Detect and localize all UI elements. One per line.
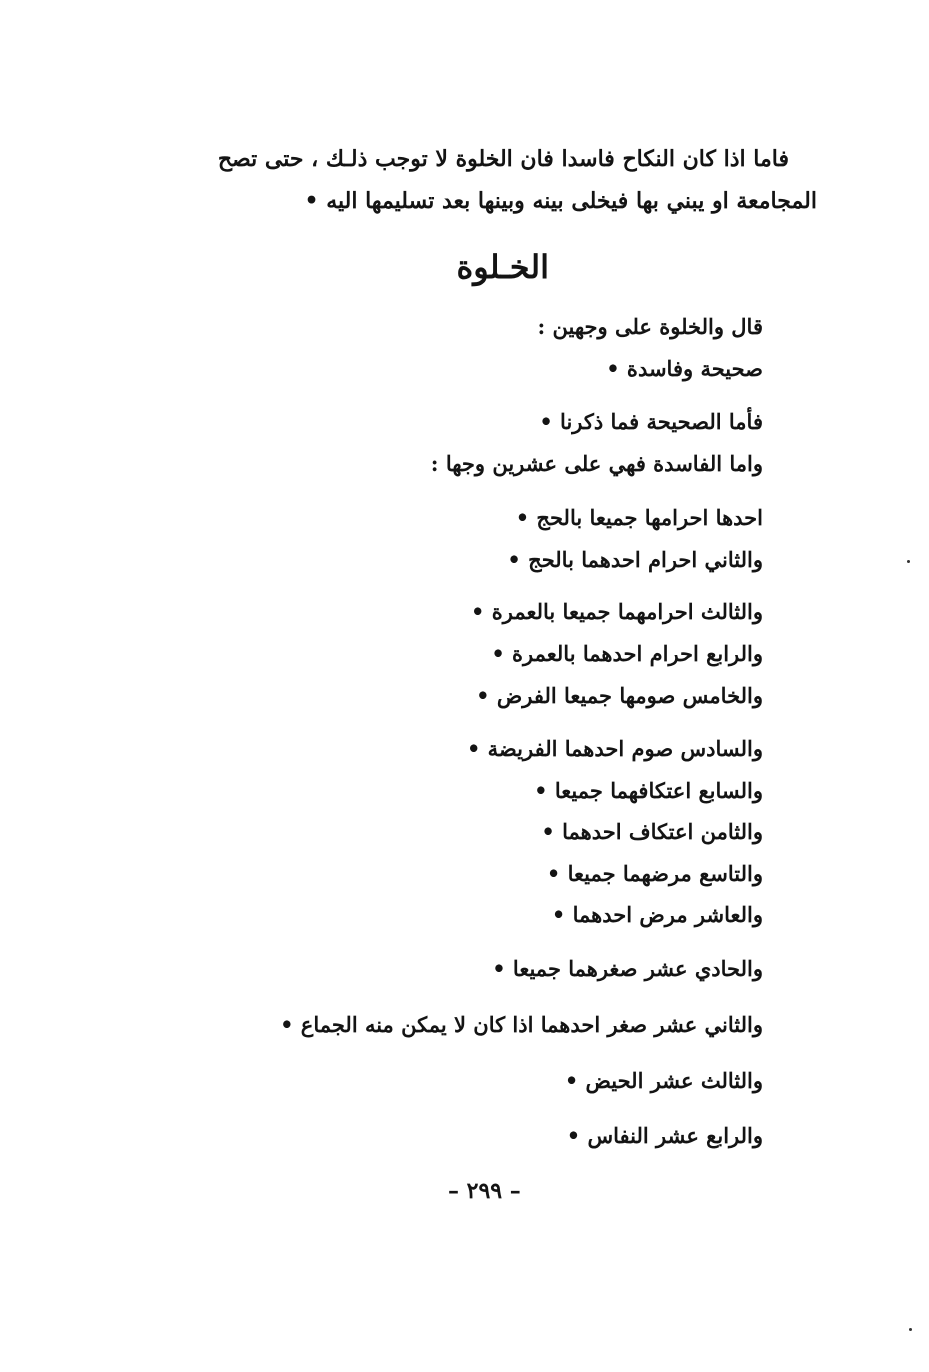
- body-line: والتاسع مرضهما جميعا •: [546, 861, 763, 886]
- page-number: – ٢٩٩ –: [448, 1178, 521, 1204]
- body-line: والخامس صومها جميعا الفرض •: [476, 683, 763, 708]
- body-line: والثامن اعتكاف احدهما •: [541, 819, 763, 844]
- body-line: والسابع اعتكافهما جميعا •: [534, 778, 763, 803]
- intro-line-2: المجامعة او يبني بها فيخلى بينه وبينها بعد تسليمها اليه •: [304, 188, 817, 214]
- scan-speck: [907, 560, 910, 563]
- body-line: والرابع احرام احدهما بالعمرة •: [491, 641, 763, 666]
- body-line: والسادس صوم احدهما الفريضة •: [466, 736, 763, 761]
- body-line: واما الفاسدة فهي على عشرين وجها :: [430, 451, 763, 476]
- body-line: والثاني عشر صغر احدهما اذا كان لا يمكن منه الجماع •: [280, 1012, 763, 1037]
- body-line: احدها احرامها جميعا بالحج •: [515, 505, 763, 530]
- body-line: والحادي عشر صغرهما جميعا •: [492, 956, 763, 981]
- body-line: فأما الصحيحة فما ذكرنا •: [539, 409, 763, 434]
- section-heading: الخـلوة: [456, 248, 549, 286]
- body-line: قال والخلوة على وجهين :: [537, 314, 763, 339]
- body-line: والرابع عشر النفاس •: [566, 1123, 763, 1148]
- body-line: والثالث احرامهما جميعا بالعمرة •: [471, 599, 763, 624]
- body-line: والثالث عشر الحيض •: [564, 1068, 763, 1093]
- body-line: صحيحة وفاسدة •: [606, 356, 763, 381]
- body-line: والثاني احرام احدهما بالحج •: [507, 547, 763, 572]
- scan-speck: [909, 1328, 912, 1331]
- body-line: والعاشر مرض احدهما •: [551, 902, 763, 927]
- intro-line-1: فاما اذا كان النكاح فاسدا فان الخلوة لا توجب ذلـك ، حتى تصح: [217, 146, 789, 172]
